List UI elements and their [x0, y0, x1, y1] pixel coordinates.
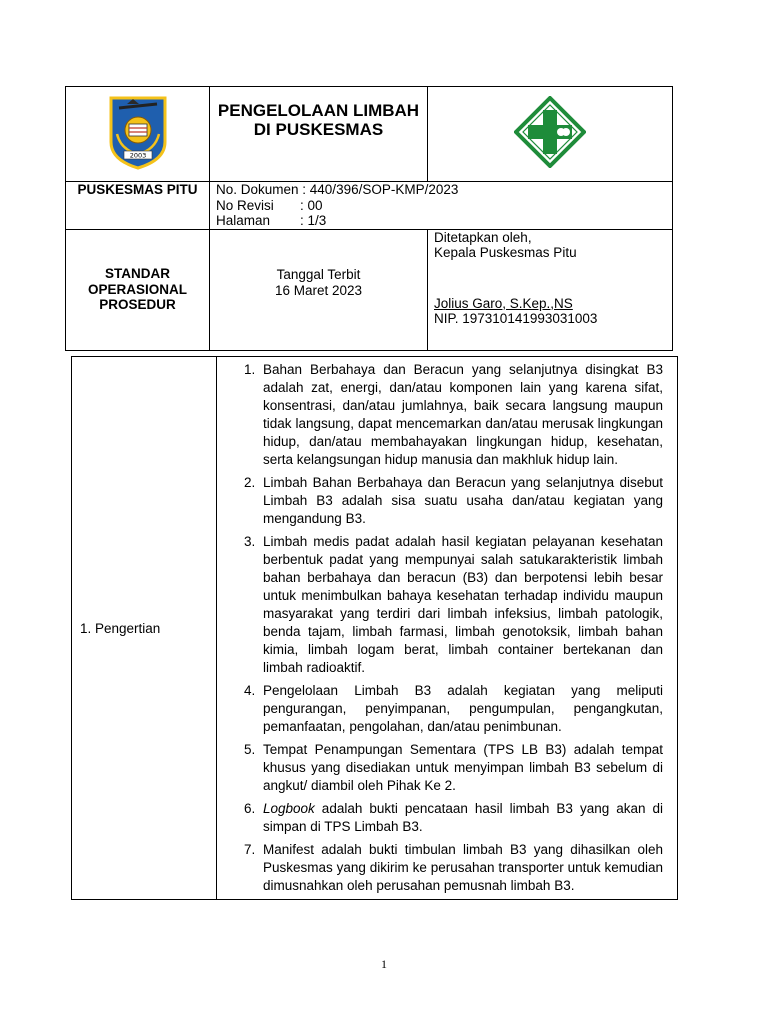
sop-header-table [65, 86, 673, 351]
issue-date-cell [210, 229, 428, 350]
definitions-list [244, 361, 663, 895]
list-item: 6. Logbook adalah bukti pencataan hasil limbah B3 yang akan di simpan di TPS Limbah B3. [244, 801, 663, 834]
page-number: 1 [381, 957, 387, 971]
definitions-content [217, 357, 678, 900]
issued-label: Tanggal Terbit [276, 267, 361, 282]
page-indicator: Halaman : 1/3 [216, 213, 327, 228]
document-metadata [210, 182, 673, 230]
regional-logo-cell [66, 87, 210, 182]
section-label: 1. Pengertian [72, 357, 217, 900]
list-item: 3. Limbah medis padat adalah hasil kegiatan pelayanan kesehatan berbentuk padat yang mempunyai salah satukarakteristik limbah bahan berbahaya dan beracun (B3) dan berpotensi lebih besar untuk menimbulkan bahaya kesehatan terhadap individu maupun masyarakat yang terdiri dari limbah infeksius, limbah patologik, benda tajam, limbah farmasi, limbah genotoksik, limbah bahan kimia, limbah logam berat, limbah container bertekanan dan limbah radioaktif. [244, 534, 663, 675]
svg-text:2003: 2003 [129, 151, 146, 160]
list-item: 5. Tempat Penampungan Sementara (TPS LB B3) adalah tempat khusus yang disediakan untuk menyimpan limbah B3 sebelum di angkut/ diambil oleh Pihak Ke 2. [244, 742, 663, 793]
document-title: PENGELOLAAN LIMBAH DI PUSKESMAS [210, 87, 428, 182]
regional-emblem-icon [107, 94, 169, 170]
issued-date: 16 Maret 2023 [274, 282, 363, 298]
head-title: Kepala Puskesmas Pitu [434, 245, 577, 260]
logbook-term: Logbook [263, 801, 315, 816]
established-by: Ditetapkan oleh, [434, 229, 532, 245]
list-item: 2. Limbah Bahan Berbahaya dan Beracun yang selanjutnya disebut Limbah B3 adalah sisa suatu usaha dan/atau kegiatan yang mengandung B3. [244, 475, 663, 526]
health-logo-cell [428, 87, 673, 182]
list-item: 4. Pengelolaan Limbah B3 adalah kegiatan yang meliputi pengurangan, penyimpanan, pengumpulan, pengangkutan, pemanfaatan, pengolahan, dan/atau penimbunan. [244, 683, 663, 734]
revision-number: No Revisi : 00 [216, 197, 323, 213]
sop-label: STANDAR OPERASIONAL PROSEDUR [66, 229, 210, 350]
signer-name: Jolius Garo, S.Kep.,NS [434, 295, 573, 311]
list-item: 1. Bahan Berbahaya dan Beracun yang selanjutnya disingkat B3 adalah zat, energi, dan/atau komponen lain yang karena sifat, konsentrasi, dan/atau jumlahnya, baik secara langsung maupun tidak langsung, dapat mencemarkan dan/atau merusak lingkungan hidup, dan/atau membahayakan lingkungan hidup, kesehatan, serta kelangsungan hidup manusia dan makhluk hidup lain. [244, 362, 663, 467]
health-cross-logo-icon [514, 96, 586, 168]
signature-cell [428, 229, 673, 350]
doc-number: No. Dokumen : 440/396/SOP-KMP/2023 [216, 182, 459, 197]
organization-name: PUSKESMAS PITU [66, 182, 210, 230]
definitions-table [71, 356, 678, 900]
list-item: 7. Manifest adalah bukti timbulan limbah B3 yang dihasilkan oleh Puskesmas yang dikirim ke perusahan transporter untuk kemudian dimusnahkan oleh perusahan pemusnah limbah B3. [244, 842, 663, 893]
signer-nip: NIP. 197310141993031003 [434, 311, 598, 326]
